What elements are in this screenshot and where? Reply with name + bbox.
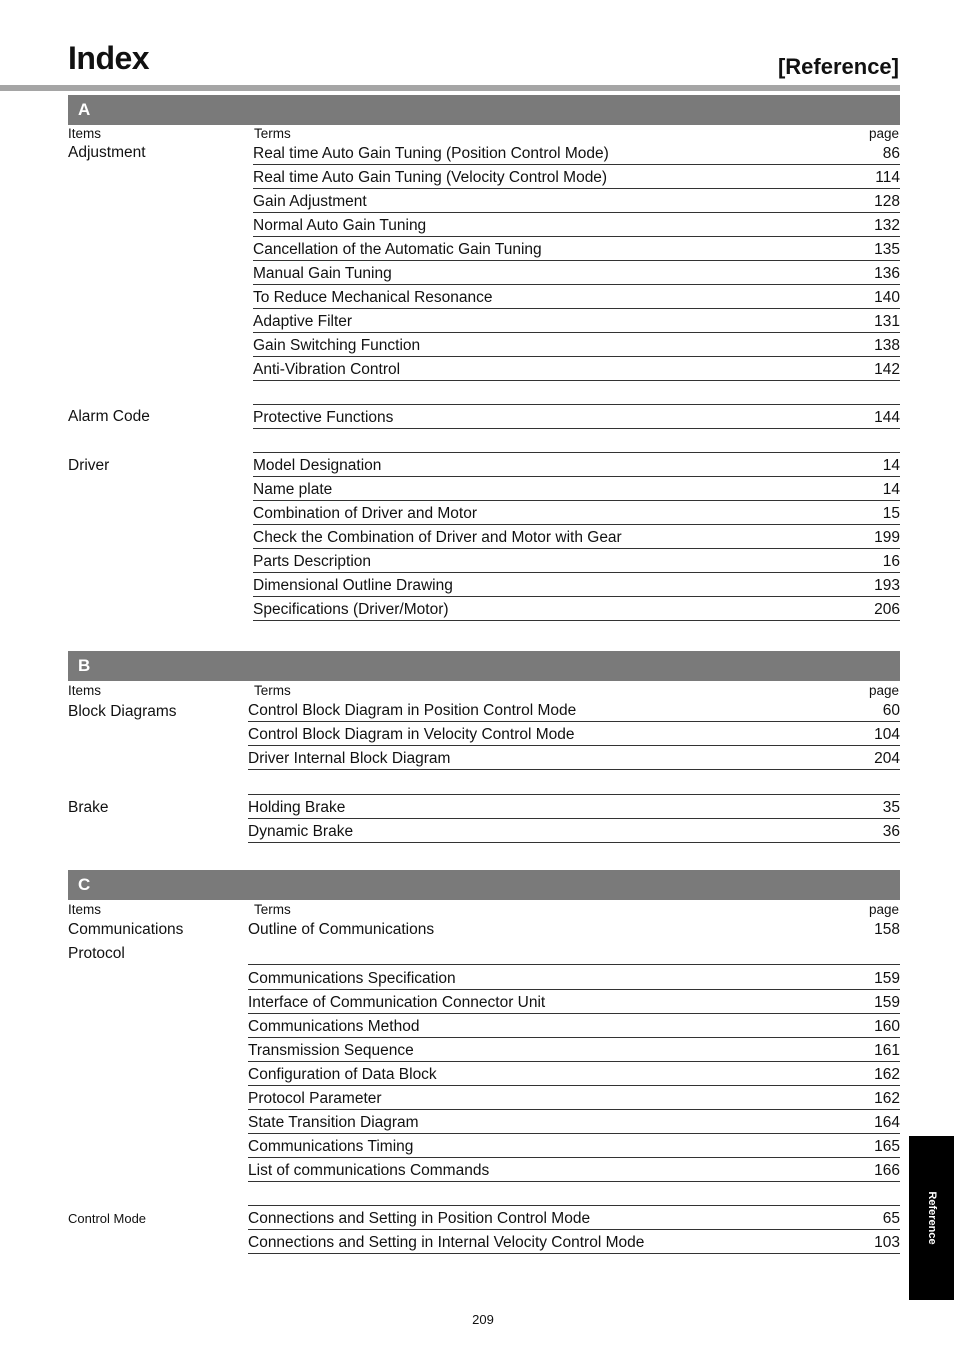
index-entry: Control Block Diagram in Velocity Control Mode 104 [248, 722, 900, 746]
index-item-line2: Protocol [68, 945, 125, 962]
index-entry: Anti-Vibration Control 142 [253, 357, 900, 381]
section-bar-a: A [68, 95, 900, 125]
index-item: Driver [68, 457, 110, 474]
index-entry: Communications Method 160 [248, 1014, 900, 1038]
section-bar-c: C [68, 870, 900, 900]
index-entry: Driver Internal Block Diagram 204 [248, 746, 900, 770]
index-entry: Normal Auto Gain Tuning 132 [253, 213, 900, 237]
index-entry: Real time Auto Gain Tuning (Velocity Control Mode) 114 [253, 165, 900, 189]
index-entry: Dimensional Outline Drawing 193 [253, 573, 900, 597]
index-entry: Gain Switching Function 138 [253, 333, 900, 357]
index-entry: Communications Specification 159 [248, 966, 900, 990]
index-entry: Connections and Setting in Position Control Mode 65 [248, 1206, 900, 1230]
index-entry: Connections and Setting in Internal Velocity Control Mode 103 [248, 1230, 900, 1254]
group-divider [248, 964, 900, 965]
index-entry: Specifications (Driver/Motor) 206 [253, 597, 900, 621]
index-entry: Outline of Communications 158 [248, 921, 900, 938]
items-header: Items [68, 902, 102, 917]
page-number: 209 [472, 1312, 494, 1327]
index-item: Alarm Code [68, 408, 150, 425]
title-divider [0, 85, 900, 91]
index-entry: Gain Adjustment 128 [253, 189, 900, 213]
index-entry: State Transition Diagram 164 [248, 1110, 900, 1134]
index-entry: Communications Timing 165 [248, 1134, 900, 1158]
index-entry: Check the Combination of Driver and Motor with Gear 199 [253, 525, 900, 549]
page-header: page [868, 902, 899, 917]
index-entry: Holding Brake 35 [248, 795, 900, 819]
items-header: Items [68, 683, 102, 698]
index-entry: Real time Auto Gain Tuning (Position Control Mode) 86 [253, 141, 900, 165]
index-entry: Model Designation 14 [253, 453, 900, 477]
side-tab-label: Reference [925, 1191, 938, 1245]
reference-side-tab [909, 1136, 954, 1300]
index-entry: Adaptive Filter 131 [253, 309, 900, 333]
index-entry: Interface of Communication Connector Unit 159 [248, 990, 900, 1014]
category-label: [Reference] [777, 54, 899, 79]
index-entry: Transmission Sequence 161 [248, 1038, 900, 1062]
index-item: Adjustment [68, 144, 146, 161]
index-entry: Parts Description 16 [253, 549, 900, 573]
section-bar-b: B [68, 651, 900, 681]
index-entry: Combination of Driver and Motor 15 [253, 501, 900, 525]
index-entry: Configuration of Data Block 162 [248, 1062, 900, 1086]
page-title: Index [68, 40, 150, 76]
index-entry: Control Block Diagram in Position Control Mode 60 [248, 698, 900, 722]
terms-header: Terms [254, 902, 291, 917]
index-entry: To Reduce Mechanical Resonance 140 [253, 285, 900, 309]
index-entry: Cancellation of the Automatic Gain Tuning 135 [253, 237, 900, 261]
index-item: Communications [68, 921, 184, 938]
index-item: Brake [68, 799, 109, 816]
index-entry: Protocol Parameter 162 [248, 1086, 900, 1110]
page-header: page [868, 126, 899, 141]
terms-header: Terms [254, 126, 291, 141]
terms-header: Terms [254, 683, 291, 698]
index-item: Control Mode [68, 1211, 147, 1226]
index-entry: Dynamic Brake 36 [248, 819, 900, 843]
index-entry: List of communications Commands 166 [248, 1158, 900, 1182]
index-entry: Manual Gain Tuning 136 [253, 261, 900, 285]
items-header: Items [68, 126, 102, 141]
index-entry: Name plate 14 [253, 477, 900, 501]
index-item: Block Diagrams [68, 703, 177, 720]
page-header: page [868, 683, 899, 698]
index-entry: Protective Functions 144 [253, 405, 900, 429]
